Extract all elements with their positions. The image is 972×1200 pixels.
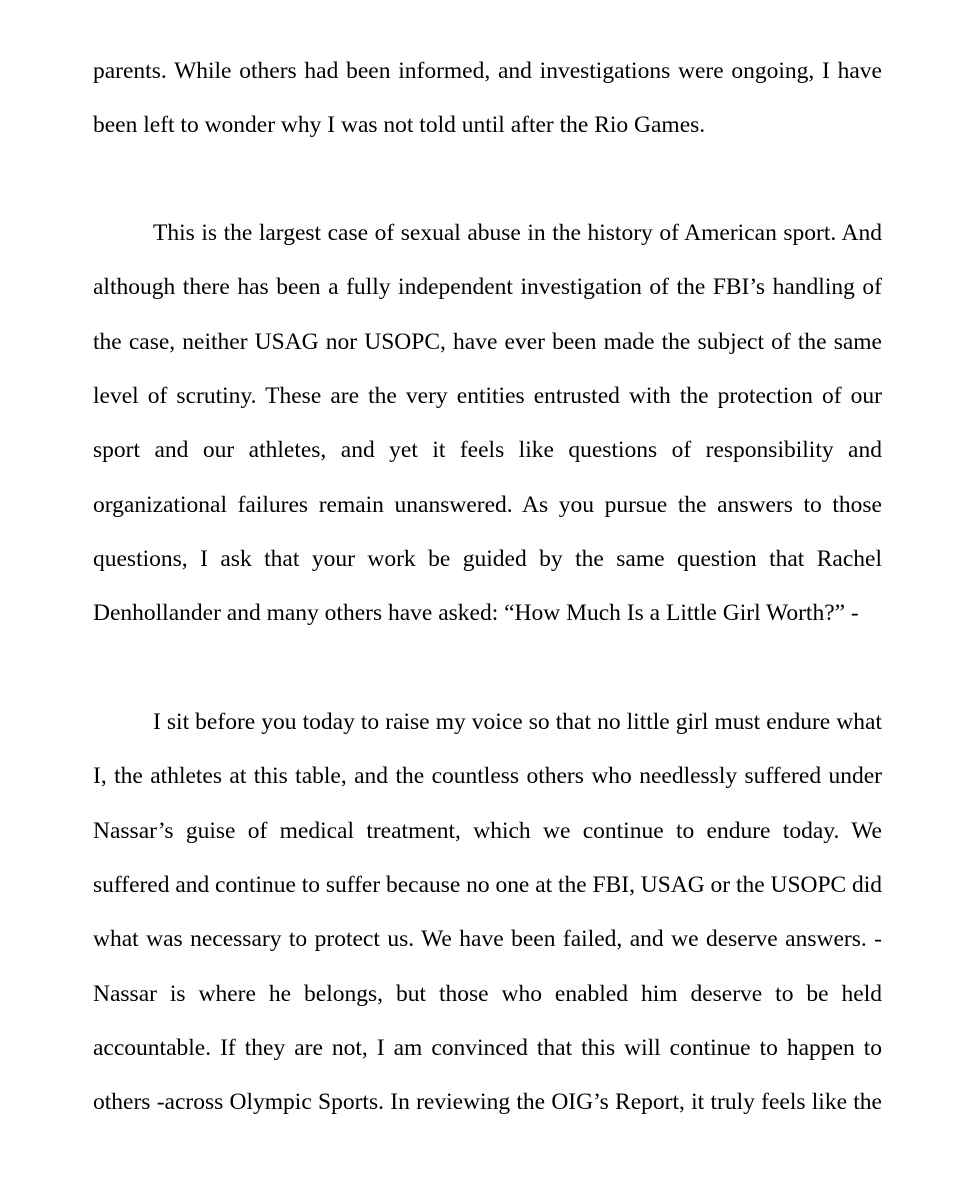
text-line: I sit before you today to raise my voice so that no little girl must endure what — [153, 709, 882, 735]
text-line: accountable. If they are not, I am convinced that this will continue to happen to — [93, 1035, 882, 1061]
text-line: others -across Olympic Sports. In reviewing the OIG’s Report, it truly feels like the — [93, 1089, 882, 1115]
text-line: questions, I ask that your work be guided by the same question that Rachel — [93, 546, 882, 572]
text-line: been left to wonder why I was not told until after the Rio Games. — [93, 112, 706, 138]
text-line: suffered and continue to suffer because no one at the FBI, USAG or the USOPC did — [93, 872, 882, 898]
text-line: what was necessary to protect us. We have been failed, and we deserve answers. - — [93, 926, 882, 952]
text-line: This is the largest case of sexual abuse in the history of American sport. And — [153, 220, 882, 246]
text-line: although there has been a fully independent investigation of the FBI’s handling of — [93, 274, 882, 300]
text-line: I, the athletes at this table, and the countless others who needlessly suffered under — [93, 763, 882, 789]
text-line: parents. While others had been informed, and investigations were ongoing, I have — [93, 58, 882, 84]
text-line: organizational failures remain unanswered. As you pursue the answers to those — [93, 492, 882, 518]
text-line: Nassar is where he belongs, but those who enabled him deserve to be held — [93, 981, 882, 1007]
text-line: the case, neither USAG nor USOPC, have ever been made the subject of the same — [93, 329, 882, 355]
text-line: sport and our athletes, and yet it feels like questions of responsibility and — [93, 437, 882, 463]
text-line: Nassar’s guise of medical treatment, which we continue to endure today. We — [93, 818, 882, 844]
text-line: level of scrutiny. These are the very entities entrusted with the protection of our — [93, 383, 882, 409]
text-line: Denhollander and many others have asked: “How Much Is a Little Girl Worth?” - — [93, 600, 859, 626]
